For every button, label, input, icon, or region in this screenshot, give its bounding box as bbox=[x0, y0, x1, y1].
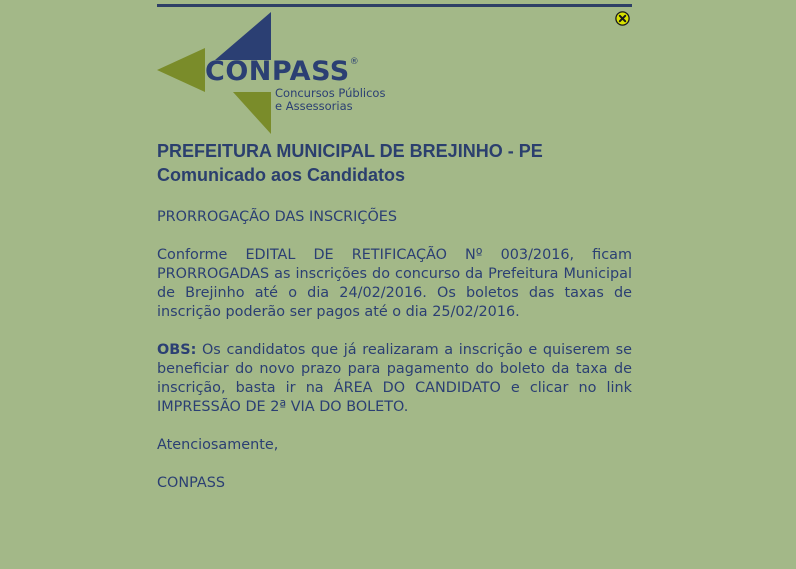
tagline-line-2: e Assessorias bbox=[275, 99, 353, 113]
notice-paragraph: Conforme EDITAL DE RETIFICAÇÃO Nº 003/2016, ficam PRORROGADAS as inscrições do concurso da Prefeitura Municipal de Brejinho até o dia 24/02/2016. Os boletos das taxas de inscrição poderão ser pagos até o dia 25/02/2016. bbox=[157, 247, 632, 320]
close-icon[interactable] bbox=[615, 11, 630, 26]
notice-signature: CONPASS bbox=[157, 475, 226, 491]
notice-body bbox=[157, 208, 632, 493]
notice-heading bbox=[157, 139, 543, 187]
organization-title: PREFEITURA MUNICIPAL DE BREJINHO - PE bbox=[157, 141, 543, 161]
conpass-logo bbox=[157, 8, 397, 136]
top-divider bbox=[157, 4, 632, 7]
logo-wordmark: CONPASS® bbox=[205, 56, 360, 87]
obs-text: Os candidatos que já realizaram a inscrição e quiserem se beneficiar do novo prazo para pagamento do boleto da taxa de inscrição, basta ir na ÁREA DO CANDIDATO e clicar no link IMPRESSÃO DE 2ª VIA DO BOLETO. bbox=[157, 342, 632, 415]
notice-closing: Atenciosamente, bbox=[157, 437, 279, 453]
notice-topic: PRORROGAÇÃO DAS INSCRIÇÕES bbox=[157, 209, 398, 225]
notice-obs bbox=[157, 341, 632, 417]
logo-tagline bbox=[275, 87, 385, 113]
notice-panel bbox=[157, 4, 632, 564]
tagline-line-1: Concursos Públicos bbox=[275, 86, 386, 100]
notice-subtitle: Comunicado aos Candidatos bbox=[157, 165, 406, 185]
obs-label: OBS: bbox=[157, 342, 197, 358]
